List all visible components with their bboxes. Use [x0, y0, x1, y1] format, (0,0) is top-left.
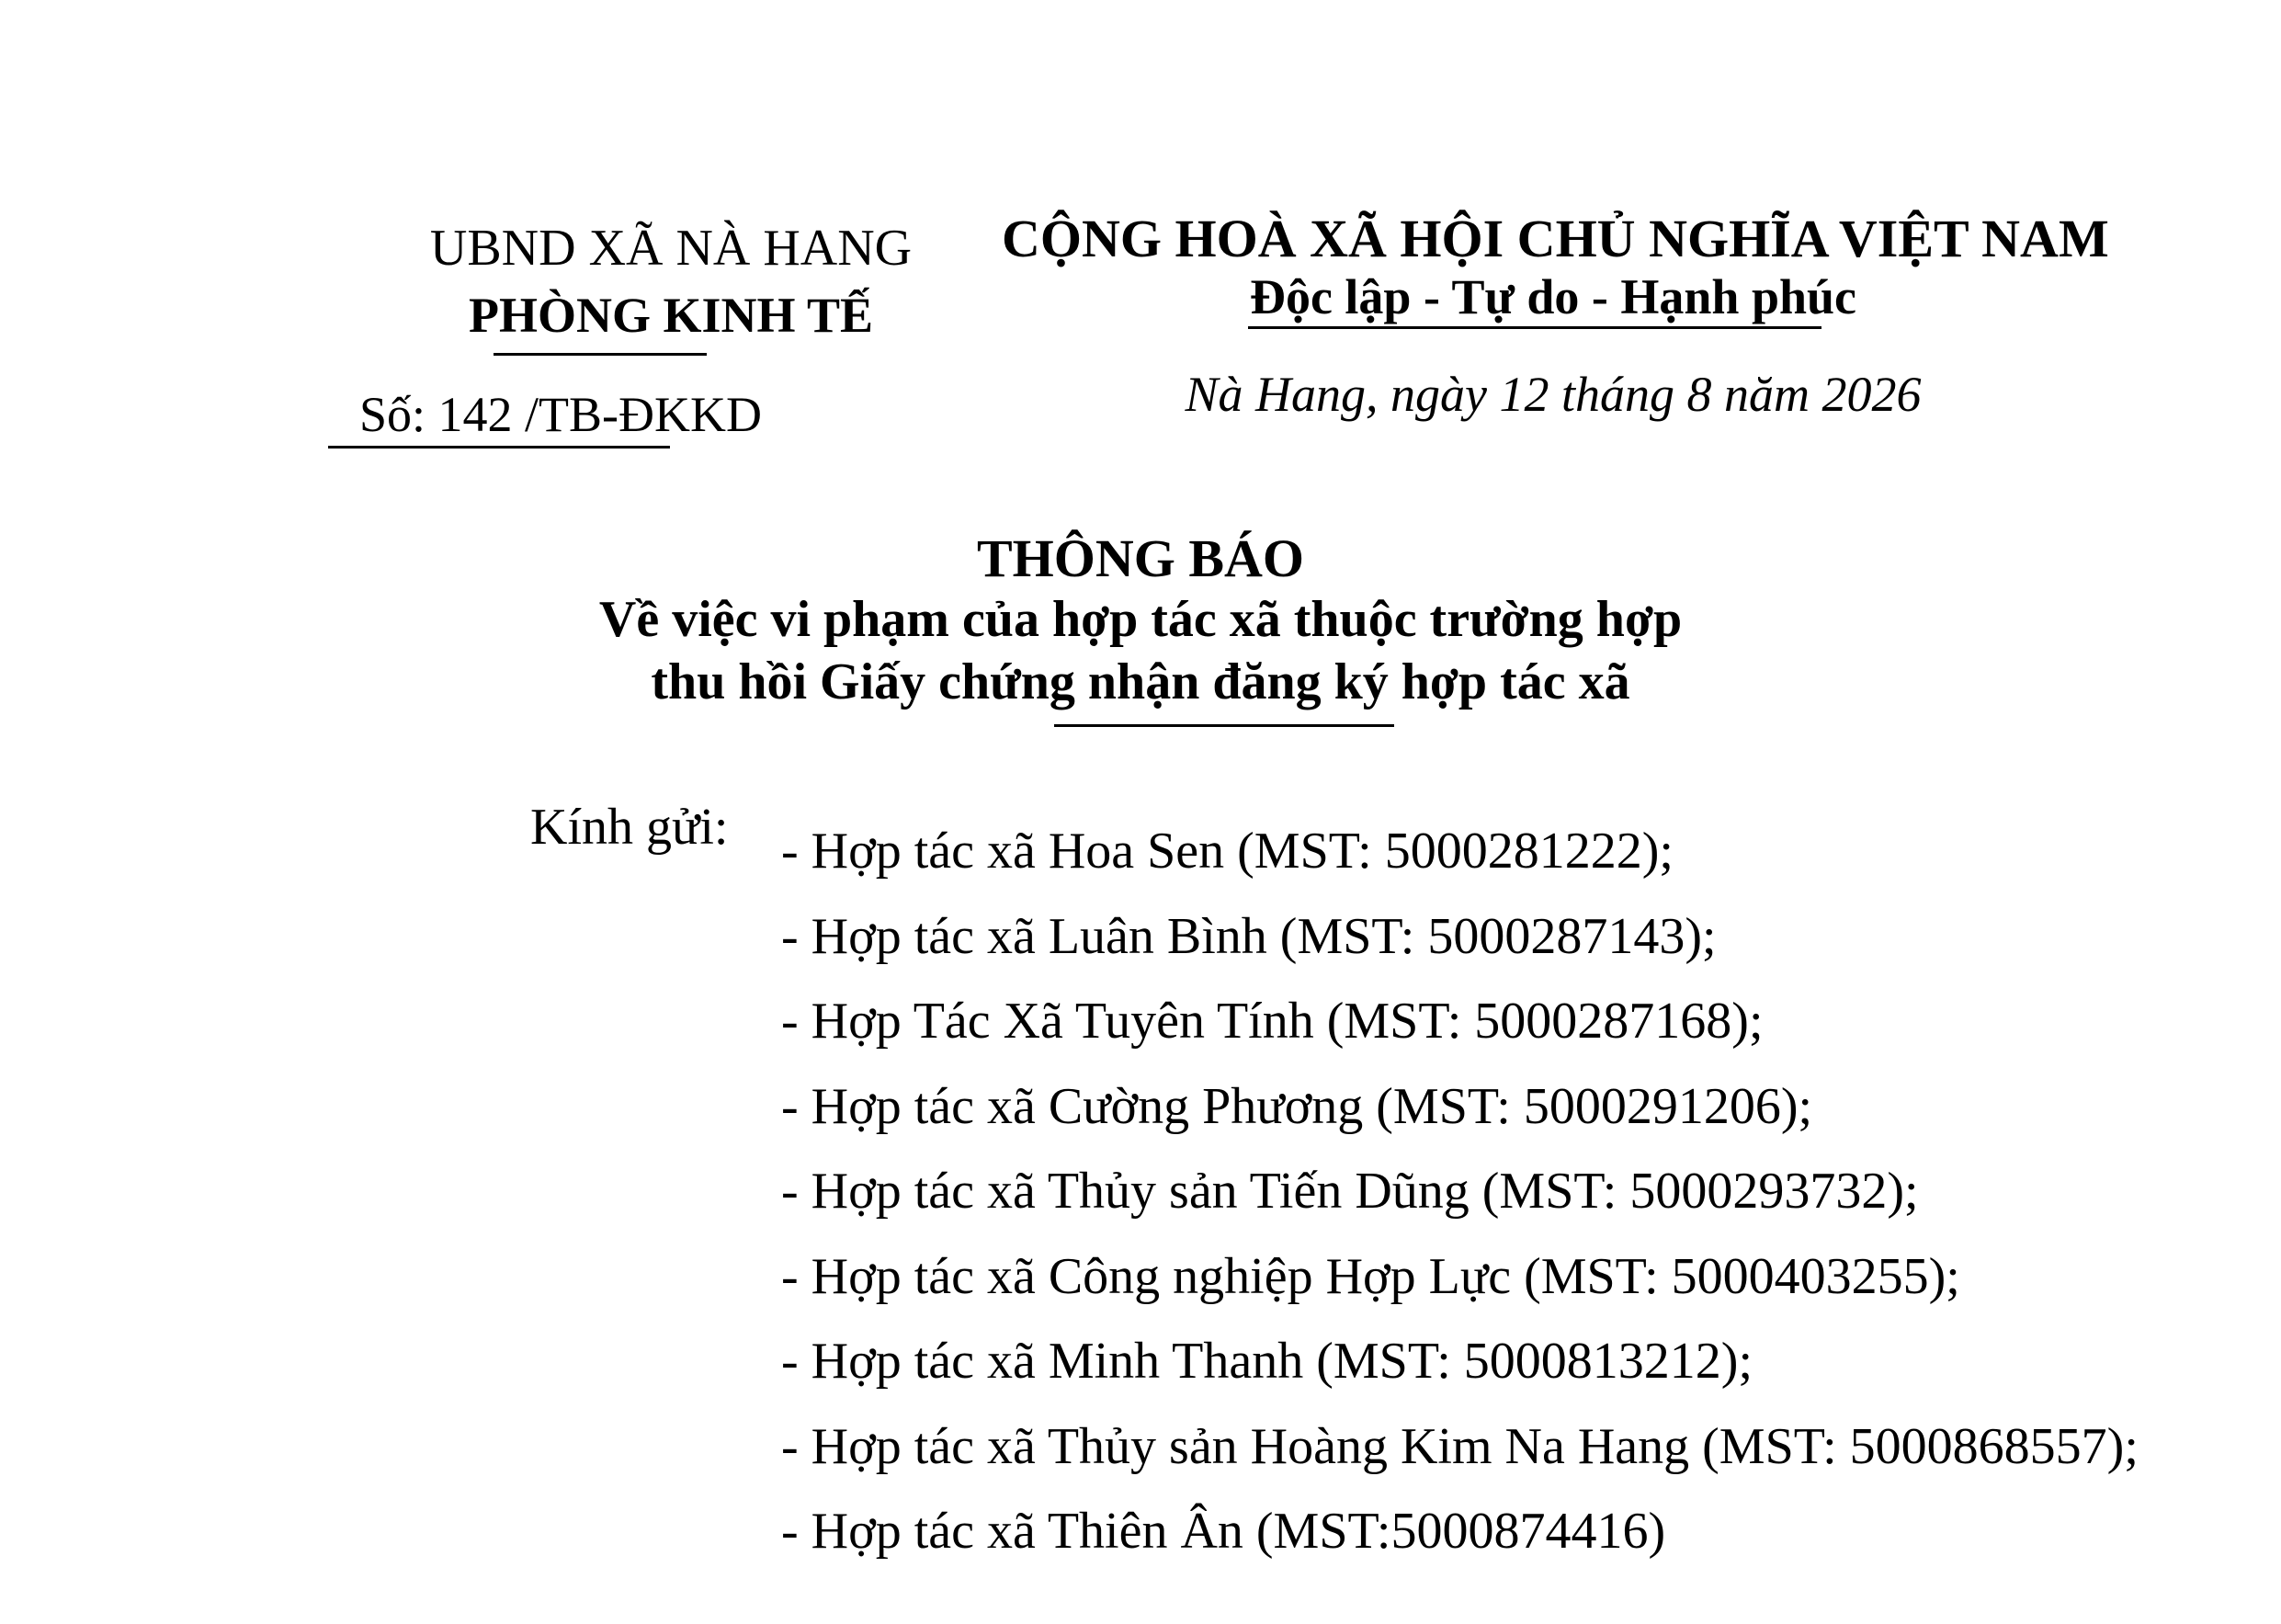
recipient-item: - Hợp tác xã Thủy sản Hoàng Kim Na Hang (MST: 5000868557); [781, 1417, 2139, 1475]
recipient-item: - Hợp tác xã Thiên Ân (MST:5000874416) [781, 1503, 1666, 1560]
addressee-label: Kính gửi: [530, 799, 729, 856]
document-number-underline [328, 446, 670, 449]
recipient-item: - Hợp tác xã Công nghiệp Hợp Lực (MST: 5000403255); [781, 1247, 1960, 1305]
recipient-item: - Hợp tác xã Minh Thanh (MST: 5000813212); [781, 1333, 1753, 1390]
recipient-item: - Hợp tác xã Hoa Sen (MST: 5000281222); [781, 823, 1674, 880]
recipient-list [781, 818, 2139, 1584]
document-title: THÔNG BÁO [976, 528, 1305, 588]
national-motto: Độc lập - Tự do - Hạnh phúc [1249, 269, 1857, 324]
document-subject-line-2: thu hồi Giấy chứng nhận đăng ký hợp tác xã [651, 653, 1630, 710]
document-number: Số: 142 /TB-ĐKKD [358, 387, 762, 442]
organization-underline [494, 353, 707, 356]
place-and-date: Nà Hang, ngày 12 tháng 8 năm 2026 [1185, 367, 1922, 422]
national-title: CỘNG HOÀ XÃ HỘI CHỦ NGHĨA VIỆT NAM [1002, 209, 2109, 268]
recipient-item: - Hợp tác xã Thủy sản Tiến Dũng (MST: 5000293732); [781, 1163, 1919, 1220]
recipient-item: - Hợp Tác Xã Tuyên Tính (MST: 5000287168); [781, 993, 1764, 1050]
recipient-item: - Hợp tác xã Luân Bình (MST: 5000287143); [781, 907, 1717, 965]
recipient-item: - Hợp tác xã Cường Phương (MST: 5000291206); [781, 1077, 1813, 1135]
motto-underline [1248, 326, 1821, 329]
document-subject-line-1: Về việc vi phạm của hợp tác xã thuộc trường hợp [598, 591, 1683, 648]
title-underline [1054, 724, 1394, 727]
parent-organization: UBND XÃ NÀ HANG [429, 220, 913, 277]
issuing-organization: PHÒNG KINH TẾ [468, 288, 874, 343]
